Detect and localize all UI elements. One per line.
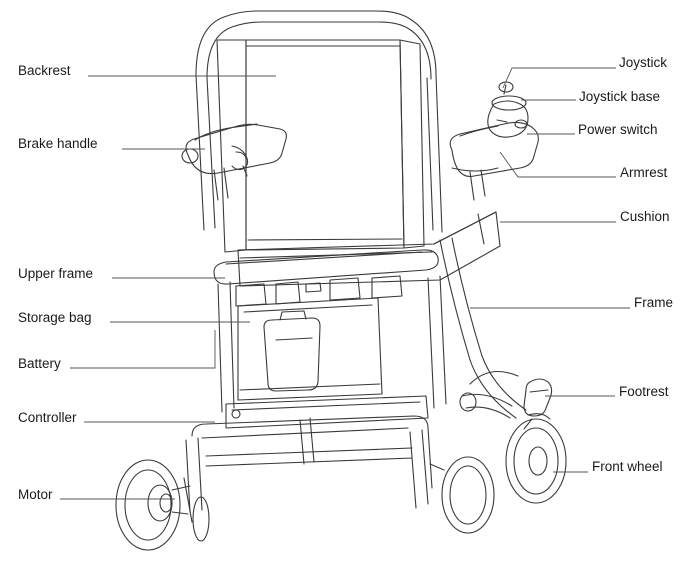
footrest bbox=[524, 379, 552, 416]
label-battery: Battery bbox=[18, 356, 61, 371]
lower-frame-cross-tube-inner bbox=[202, 428, 408, 438]
backrest-seam-bottom bbox=[248, 239, 402, 240]
label-frame: Frame bbox=[634, 295, 674, 310]
cushion-edge-seam bbox=[434, 212, 496, 244]
leader-battery bbox=[70, 330, 215, 368]
frame-front-link bbox=[462, 394, 512, 406]
front-wheel-hub bbox=[529, 447, 547, 475]
backrest-fabric-right-edge bbox=[400, 40, 424, 248]
frame-front-upper-link bbox=[470, 372, 518, 385]
upper-frame-right-leg-inner bbox=[440, 276, 446, 404]
footrest-seam bbox=[530, 390, 548, 392]
controller bbox=[226, 396, 428, 428]
front-wheel-rim bbox=[514, 428, 558, 494]
rear-wheel-right-rim bbox=[450, 466, 486, 524]
leader-lines bbox=[60, 68, 630, 499]
backrest-right-post-outer bbox=[436, 75, 442, 232]
rear-wheel-right-axle bbox=[430, 464, 444, 470]
label-cushion: Cushion bbox=[620, 209, 670, 224]
label-motor: Motor bbox=[18, 487, 53, 502]
brake-handle-lever bbox=[232, 146, 248, 170]
lower-frame-right-leg-inner bbox=[422, 430, 428, 504]
label-power-switch: Power switch bbox=[578, 122, 658, 137]
upper-frame-left-leg bbox=[218, 284, 222, 412]
frame-diagonal-right-inner bbox=[452, 238, 526, 410]
cushion bbox=[238, 212, 500, 286]
upper-frame-left-leg-inner bbox=[230, 282, 234, 408]
label-armrest: Armrest bbox=[620, 165, 668, 180]
right-armrest-top-seam bbox=[460, 126, 498, 136]
label-joystick: Joystick bbox=[619, 55, 668, 70]
storage-bag-top-seam bbox=[244, 305, 372, 312]
lower-frame-center-post-inner bbox=[310, 418, 314, 462]
seat-pan-panel-left bbox=[236, 284, 266, 306]
label-footrest: Footrest bbox=[619, 384, 669, 399]
lower-frame-brace bbox=[206, 448, 412, 456]
motor-hub bbox=[160, 494, 172, 512]
label-brake-handle: Brake handle bbox=[18, 136, 98, 151]
joystick-stem bbox=[504, 85, 506, 94]
storage-bag-bottom-seam bbox=[240, 384, 380, 390]
leader-joystick bbox=[503, 68, 616, 88]
lower-frame-brace-2 bbox=[206, 458, 412, 466]
seat-pan-bracket bbox=[306, 283, 321, 292]
front-wheel-tire bbox=[506, 419, 566, 503]
rear-wheel-left-tire bbox=[193, 497, 209, 541]
controller-seam bbox=[232, 402, 420, 410]
seat-pan-panel-mid-right bbox=[330, 278, 360, 300]
left-armrest-top-seam bbox=[195, 124, 257, 140]
battery bbox=[264, 318, 320, 391]
lower-frame-right-leg bbox=[410, 432, 416, 508]
backrest-left-post-inner bbox=[207, 78, 215, 228]
upper-frame-right-leg bbox=[428, 278, 434, 408]
frame-pivot-joint bbox=[460, 393, 476, 411]
label-upper-frame: Upper frame bbox=[18, 266, 94, 281]
left-armrest-end-cap bbox=[182, 149, 198, 163]
label-storage-bag: Storage bag bbox=[18, 310, 92, 325]
controller-connector bbox=[232, 410, 240, 418]
seat-pan-panel-right bbox=[372, 276, 402, 298]
backrest-top-tube-inner bbox=[207, 22, 431, 79]
left-armrest-bracket-outer bbox=[214, 170, 218, 200]
label-front-wheel: Front wheel bbox=[592, 459, 663, 474]
backrest-right-post-inner bbox=[427, 78, 433, 230]
motor-axle-link bbox=[172, 486, 190, 490]
battery-seam bbox=[276, 338, 312, 340]
leader-armrest bbox=[500, 152, 616, 177]
joystick-base-detail bbox=[497, 120, 507, 122]
backrest-fabric bbox=[246, 40, 404, 250]
right-armrest-pad bbox=[450, 122, 538, 176]
lower-frame-left-leg-inner bbox=[198, 438, 202, 510]
label-backrest: Backrest bbox=[18, 63, 71, 78]
lower-frame-center-post bbox=[300, 420, 304, 464]
left-armrest-bracket-inner bbox=[224, 168, 228, 198]
label-joystick-base: Joystick base bbox=[579, 89, 661, 104]
label-controller: Controller bbox=[18, 410, 77, 425]
